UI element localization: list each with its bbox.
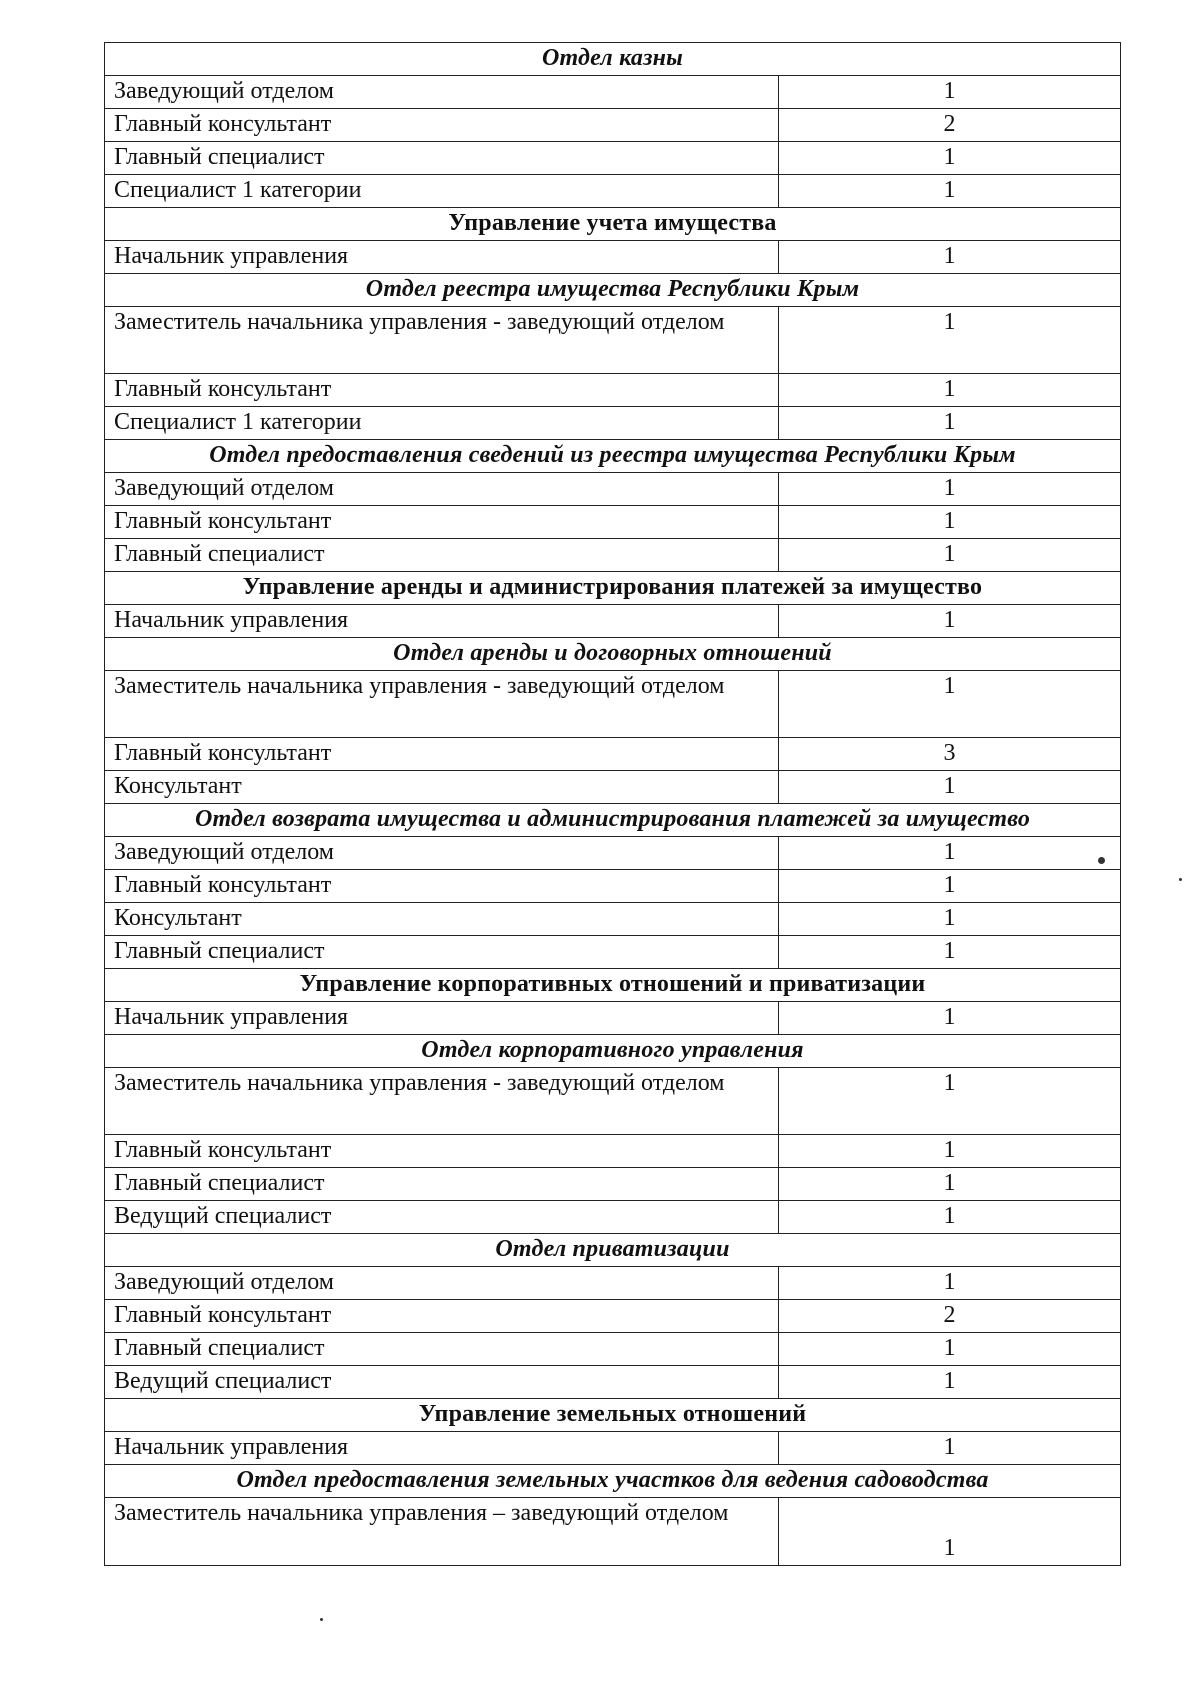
- department-heading: Отдел предоставления земельных участков для ведения садоводства: [105, 1465, 1121, 1498]
- position-title: Главный консультант: [105, 1135, 779, 1168]
- table-row: [105, 903, 1121, 936]
- table-row: [105, 1300, 1121, 1333]
- table-row: [105, 506, 1121, 539]
- directorate-heading: Управление учета имущества: [105, 208, 1121, 241]
- position-title: Заведующий отделом: [105, 76, 779, 109]
- scan-speck: [320, 1618, 323, 1621]
- position-title: Главный специалист: [105, 142, 779, 175]
- position-count: 1: [779, 307, 1121, 374]
- table-row: [105, 870, 1121, 903]
- section-heading-row: [105, 43, 1121, 76]
- table-row: [105, 1201, 1121, 1234]
- position-count: 1: [779, 1267, 1121, 1300]
- table-row: [105, 307, 1121, 374]
- table-row: [105, 175, 1121, 208]
- position-count: 1: [779, 241, 1121, 274]
- table-row: [105, 936, 1121, 969]
- position-title: Главный консультант: [105, 870, 779, 903]
- position-count: 1: [779, 671, 1121, 738]
- department-heading: Отдел корпоративного управления: [105, 1035, 1121, 1068]
- department-heading: Отдел аренды и договорных отношений: [105, 638, 1121, 671]
- position-title: Начальник управления: [105, 605, 779, 638]
- position-count: 1: [779, 837, 1121, 870]
- department-heading: Отдел реестра имущества Республики Крым: [105, 274, 1121, 307]
- position-title: Заместитель начальника управления - заведующий отделом: [105, 671, 779, 738]
- position-title: Начальник управления: [105, 1002, 779, 1035]
- position-title: Заведующий отделом: [105, 1267, 779, 1300]
- table-row: [105, 1068, 1121, 1135]
- table-row: [105, 1498, 1121, 1566]
- position-count: 1: [779, 771, 1121, 804]
- position-title: Главный специалист: [105, 539, 779, 572]
- position-count: 1: [779, 1333, 1121, 1366]
- position-title: Специалист 1 категории: [105, 407, 779, 440]
- directorate-heading: Управление аренды и администрирования платежей за имущество: [105, 572, 1121, 605]
- position-title: Специалист 1 категории: [105, 175, 779, 208]
- position-title: Начальник управления: [105, 241, 779, 274]
- table-row: [105, 473, 1121, 506]
- position-title: Главный специалист: [105, 1333, 779, 1366]
- position-count: 2: [779, 1300, 1121, 1333]
- position-count: 1: [779, 936, 1121, 969]
- section-heading-row: [105, 274, 1121, 307]
- table-row: [105, 1366, 1121, 1399]
- department-heading: Отдел казны: [105, 43, 1121, 76]
- position-count: 1: [779, 1002, 1121, 1035]
- table-row: [105, 142, 1121, 175]
- section-heading-row: [105, 208, 1121, 241]
- table-row: [105, 671, 1121, 738]
- table-row: [105, 241, 1121, 274]
- position-title: Главный специалист: [105, 1168, 779, 1201]
- position-count: 2: [779, 109, 1121, 142]
- position-title: Заведующий отделом: [105, 473, 779, 506]
- section-heading-row: [105, 804, 1121, 837]
- table-row: [105, 76, 1121, 109]
- position-title: Главный консультант: [105, 506, 779, 539]
- position-title: Главный консультант: [105, 738, 779, 771]
- table-row: [105, 1135, 1121, 1168]
- table-row: [105, 605, 1121, 638]
- directorate-heading: Управление корпоративных отношений и приватизации: [105, 969, 1121, 1002]
- position-count: 1: [779, 605, 1121, 638]
- position-count: 1: [779, 407, 1121, 440]
- position-count: 1: [779, 1432, 1121, 1465]
- position-count: 1: [779, 870, 1121, 903]
- section-heading-row: [105, 572, 1121, 605]
- table-row: [105, 407, 1121, 440]
- department-heading: Отдел предоставления сведений из реестра имущества Республики Крым: [105, 440, 1121, 473]
- position-count: 1: [779, 1498, 1121, 1566]
- table-row: [105, 1267, 1121, 1300]
- position-count: 1: [779, 473, 1121, 506]
- position-title: Заместитель начальника управления - заведующий отделом: [105, 1068, 779, 1135]
- position-title: Ведущий специалист: [105, 1366, 779, 1399]
- table-row: [105, 109, 1121, 142]
- position-count: 1: [779, 1135, 1121, 1168]
- section-heading-row: [105, 969, 1121, 1002]
- position-title: Ведущий специалист: [105, 1201, 779, 1234]
- position-title: Главный консультант: [105, 109, 779, 142]
- scan-speck: [1179, 878, 1182, 881]
- position-count: 1: [779, 1068, 1121, 1135]
- position-title: Заместитель начальника управления - заведующий отделом: [105, 307, 779, 374]
- staffing-table: [104, 42, 1121, 1566]
- table-row: [105, 1333, 1121, 1366]
- table-row: [105, 837, 1121, 870]
- position-count: 1: [779, 142, 1121, 175]
- section-heading-row: [105, 638, 1121, 671]
- position-title: Главный консультант: [105, 374, 779, 407]
- position-count: 1: [779, 1366, 1121, 1399]
- position-count: 1: [779, 506, 1121, 539]
- section-heading-row: [105, 1465, 1121, 1498]
- table-row: [105, 374, 1121, 407]
- scan-speck: [1098, 857, 1105, 864]
- table-row: [105, 539, 1121, 572]
- section-heading-row: [105, 1035, 1121, 1068]
- department-heading: Отдел возврата имущества и администрирования платежей за имущество: [105, 804, 1121, 837]
- section-heading-row: [105, 1399, 1121, 1432]
- table-row: [105, 738, 1121, 771]
- position-count: 1: [779, 374, 1121, 407]
- table-row: [105, 771, 1121, 804]
- position-count: 3: [779, 738, 1121, 771]
- position-count: 1: [779, 76, 1121, 109]
- position-title: Заведующий отделом: [105, 837, 779, 870]
- department-heading: Отдел приватизации: [105, 1234, 1121, 1267]
- position-count: 1: [779, 1168, 1121, 1201]
- directorate-heading: Управление земельных отношений: [105, 1399, 1121, 1432]
- position-title: Консультант: [105, 903, 779, 936]
- position-count: 1: [779, 539, 1121, 572]
- position-title: Начальник управления: [105, 1432, 779, 1465]
- section-heading-row: [105, 440, 1121, 473]
- position-count: 1: [779, 175, 1121, 208]
- section-heading-row: [105, 1234, 1121, 1267]
- table-row: [105, 1432, 1121, 1465]
- table-row: [105, 1168, 1121, 1201]
- position-count: 1: [779, 903, 1121, 936]
- position-count: 1: [779, 1201, 1121, 1234]
- table-row: [105, 1002, 1121, 1035]
- position-title: Заместитель начальника управления – заведующий отделом: [105, 1498, 779, 1566]
- position-title: Главный специалист: [105, 936, 779, 969]
- staffing-table-body: [105, 43, 1121, 1566]
- position-title: Главный консультант: [105, 1300, 779, 1333]
- position-title: Консультант: [105, 771, 779, 804]
